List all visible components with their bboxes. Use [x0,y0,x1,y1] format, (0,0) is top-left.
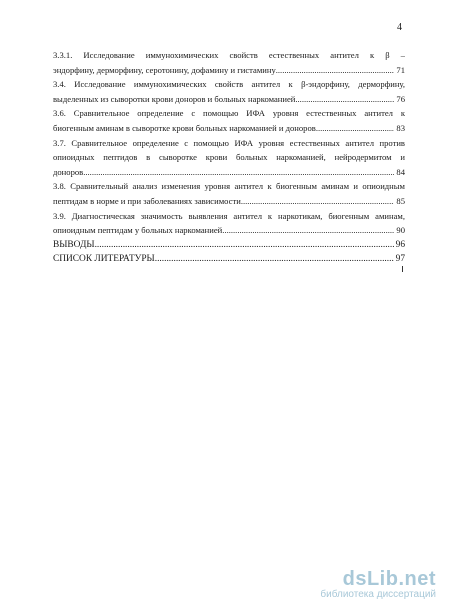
leader-dots [224,223,394,238]
leader-dots [276,63,395,78]
toc-entry-line: 3.8. Сравнительный анализ изменения уровня антител к биогенным аминам и опиоидным [53,181,405,192]
leader-dots [298,92,395,107]
toc-entry-3-7[interactable] [53,136,405,180]
toc-page-number: 76 [396,93,405,104]
toc-entry-line: пептидам в норме и при заболеваниях зависимости [53,195,241,206]
toc-page-number: 97 [395,254,405,265]
toc-entry-line: 3.7. Сравнительное определение с помощью ИФА уровня естественных антител против [53,137,405,148]
toc-page-number: 90 [396,225,405,236]
toc-entry-line: опиоидным пептидам у больных наркоманией. [53,225,225,236]
toc-entry-3-3-1[interactable] [53,48,405,77]
toc-entry-3-9[interactable] [53,209,405,238]
toc-entry-conclusions[interactable] [53,238,405,253]
toc-entry-line: 3.9. Диагностическая значимость выявления антител к наркотикам, биогенным аминам, [53,210,405,221]
toc-entry-line: эндорфину, дерморфину, серотонину, дофамину и гистамину [53,64,276,75]
toc-page-number: 84 [396,166,405,177]
leader-dots [83,165,394,180]
toc-entry-line: 3.3.1. Исследование иммунохимических свойств естественных антител к β – [53,50,405,60]
toc-page-number: 85 [396,195,405,206]
watermark [320,568,436,600]
watermark-subtitle: библиотека диссертаций [320,589,436,600]
scan-mark [402,266,403,272]
toc-page-number: 71 [396,64,405,75]
toc-entry-3-8[interactable] [53,179,405,208]
leader-dots [157,252,394,267]
toc-page-number: 83 [396,122,405,133]
toc-entry-references[interactable] [53,252,405,267]
toc-entry-line: опиоидных пептидов в сыворотке крови больных наркоманией, нейродермитом и [53,152,405,163]
toc-entry-3-6[interactable] [53,106,405,135]
watermark-logo: dsLib.net [342,568,436,590]
toc-entry-line: 3.6. Сравнительное определение с помощью ИФА уровня естественных антител к [53,108,405,119]
toc-entry-line: доноров [53,166,84,177]
toc-entry-line: биогенным аминам в сыворотке крови больных наркоманией и доноров [53,122,316,133]
leader-dots [241,194,395,209]
toc-entry-line: выделенных из сыворотки крови доноров и больных наркоманией. [53,93,298,104]
toc-entry-3-4[interactable] [53,77,405,106]
toc-entry-line: 3.4. Исследование иммунохимических свойств антител к β-эндорфину, дерморфину, [53,79,405,90]
leader-dots [95,238,394,253]
toc-entry-line: СПИСОК ЛИТЕРАТУРЫ. [53,254,158,265]
toc-page-number: 96 [395,239,405,250]
toc-entry-line: ВЫВОДЫ [53,239,95,250]
page-number: 4 [397,22,402,33]
table-of-contents [53,48,405,267]
leader-dots [316,121,395,136]
